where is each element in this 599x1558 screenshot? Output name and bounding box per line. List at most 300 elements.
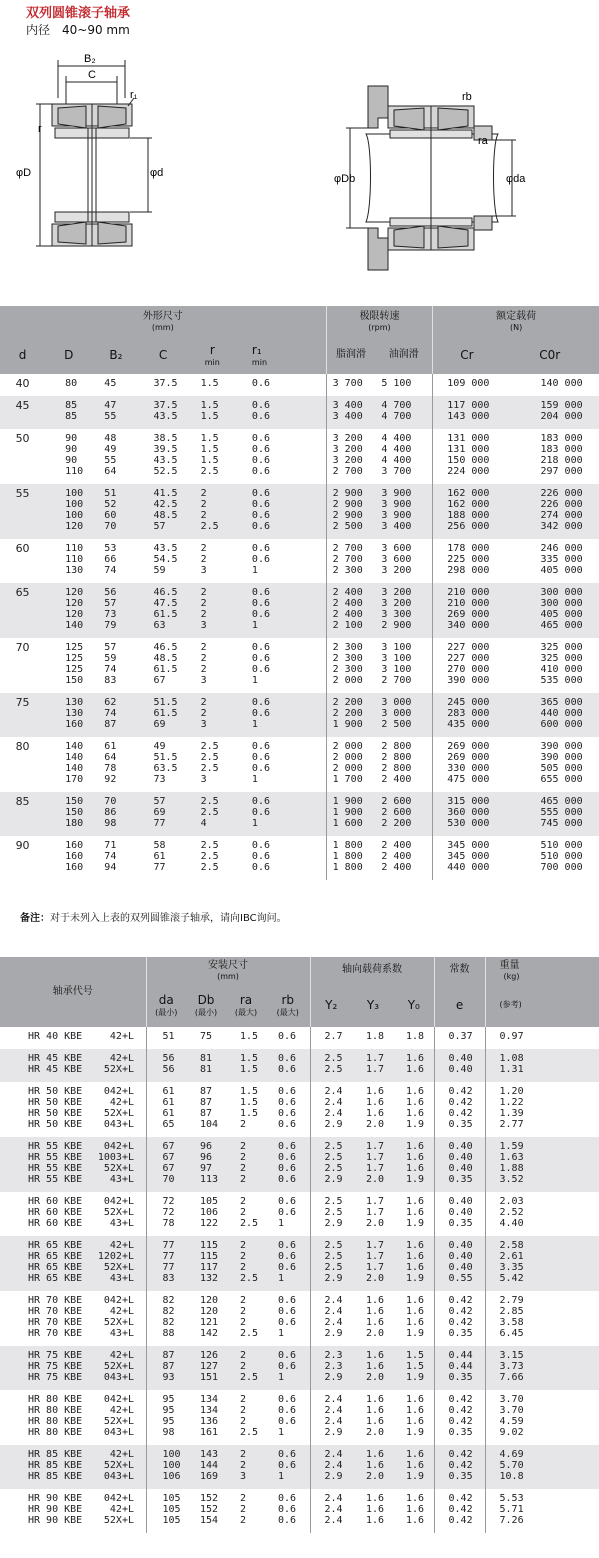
cell-weight: 1.88 [485,1163,599,1174]
code-suffix: 52X+L [103,1262,134,1273]
cell-e: 0.42 [434,1405,485,1416]
cell-y2: 2.9 [310,1328,352,1346]
cell-code [0,1049,146,1064]
cell-cr: 162 000 [433,499,501,510]
cell-grease: 1 900 [326,807,375,818]
cell-c0r: 600 000 [540,719,583,730]
cell-d [0,807,45,818]
cell-ra: 2 [240,1163,247,1174]
cell-weight: 2.58 [485,1236,599,1251]
cell-e: 0.42 [434,1504,485,1515]
cell-oil: 3 000 [381,697,412,708]
cell-c: 73 [153,774,166,785]
cell-r1: 0.6 [251,433,270,444]
cell-y3: 1.6 [366,1504,385,1515]
cell-y0: 1.6 [406,1449,425,1460]
cell-c0r: 140 000 [540,378,583,389]
table-row [0,1460,599,1471]
cell-y0: 1.9 [406,1471,425,1482]
cell-db: 134 [200,1394,219,1405]
cell-e: 0.37 [434,1027,485,1049]
cell-r: 2.5 [200,796,219,807]
cell-db: 87 [200,1086,213,1097]
mounting-table [0,957,599,1533]
cell-e: 0.40 [434,1152,485,1163]
code-suffix: 52X+L [103,1064,134,1075]
cell-r1: 0.6 [251,642,270,653]
cell-cr: 150 000 [433,455,501,466]
cell-b2: 64 [104,466,117,477]
cell-weight: 2.85 [485,1306,599,1317]
cell-db: 117 [200,1262,219,1273]
cell-weight: 5.42 [485,1273,599,1291]
cell-code [0,1515,146,1533]
cell-weight: 1.08 [485,1049,599,1064]
cell-cr: 283 000 [433,708,501,719]
cell-outer-d: 150 [65,807,84,818]
cell-grease: 2 700 [326,554,375,565]
cell-y3: 1.7 [366,1251,385,1262]
cell-r: 1.5 [200,378,219,389]
cell-r: 2 [200,488,207,499]
cell-rb: 0.6 [278,1086,297,1097]
cell-oil: 3 900 [381,499,412,510]
header-cr: Cr [433,336,501,374]
cell-e: 0.42 [434,1082,485,1097]
cell-y3: 1.6 [366,1493,385,1504]
cell-grease: 2 700 [326,466,375,484]
header-c: C [158,348,168,362]
label-phi-d-inner: φd [150,167,164,179]
cell-d: 65 [15,586,30,599]
cell-y3: 1.6 [366,1295,385,1306]
table-row [0,1489,599,1504]
cell-ra: 2 [240,1350,247,1361]
table-row [0,1163,599,1174]
cell-r1: 0.6 [251,708,270,719]
code-base: HR 70 KBE [28,1306,83,1317]
code-suffix: 42+L [109,1053,134,1064]
cell-outer-d: 125 [65,653,84,664]
label-rb: rb [462,91,472,103]
cell-oil: 3 100 [381,664,412,675]
cell-ra: 2 [240,1317,247,1328]
cell-ra: 2 [240,1152,247,1163]
cell-d: 80 [15,740,30,753]
cell-weight: 3.70 [485,1390,599,1405]
cell-y3: 1.6 [366,1405,385,1416]
cell-grease: 2 500 [326,521,375,539]
cell-outer-d: 130 [65,708,84,719]
code-suffix: 42+L [109,1240,134,1251]
cell-b2: 62 [104,697,117,708]
cell-e: 0.35 [434,1427,485,1445]
cell-weight: 5.53 [485,1489,599,1504]
cell-c: 63 [153,620,166,631]
cell-e: 0.35 [434,1218,485,1236]
cell-e: 0.40 [434,1262,485,1273]
cell-code [0,1097,146,1108]
cell-r: 3 [200,565,207,576]
header-r1: r₁ min [251,342,268,367]
code-suffix: 1202+L [97,1251,134,1262]
header-y0: Y₀ [407,998,420,1012]
table-row [0,1361,599,1372]
cell-c: 61.5 [153,708,178,719]
cell-oil: 3 600 [381,543,412,554]
cell-c: 61.5 [153,609,178,620]
table-row [0,455,599,466]
code-base: HR 85 KBE [28,1460,83,1471]
cell-d: 50 [15,432,30,445]
cell-r1: 0.6 [251,807,270,818]
cell-b2: 52 [104,499,117,510]
header-speed: 极限转速 (rpm) [326,306,433,336]
cell-grease: 2 000 [326,752,375,763]
cell-da: 105 [146,1504,186,1515]
cell-d [0,499,45,510]
table-row [0,807,599,818]
cell-b2: 64 [104,752,117,763]
code-base: HR 80 KBE [28,1416,83,1427]
header-c0r: C0r [539,348,561,362]
cell-r1: 1 [251,818,258,829]
cell-c0r: 405 000 [540,565,583,576]
code-suffix: 52X+L [103,1416,134,1427]
cell-y2: 2.4 [310,1489,352,1504]
cell-cr: 245 000 [433,693,501,708]
cell-b2: 73 [104,609,117,620]
cell-e: 0.35 [434,1174,485,1192]
cell-b2: 87 [104,719,117,730]
cell-b2: 61 [104,741,117,752]
cell-oil: 3 900 [381,488,412,499]
cell-db: 87 [200,1097,213,1108]
code-base: HR 40 KBE [28,1031,83,1042]
code-suffix: 042+L [103,1141,134,1152]
cell-code [0,1317,146,1328]
table-row [0,1218,599,1236]
cell-rb: 0.6 [278,1163,297,1174]
cell-ra: 2 [240,1306,247,1317]
cell-weight: 3.15 [485,1346,599,1361]
cell-y0: 1.6 [406,1262,425,1273]
cell-da: 100 [146,1445,186,1460]
cell-y3: 1.6 [366,1086,385,1097]
cell-grease: 1 900 [326,719,375,737]
cell-grease: 3 200 [326,429,375,444]
code-suffix: 43+L [109,1328,134,1339]
cell-b2: 74 [104,664,117,675]
cell-e: 0.42 [434,1515,485,1533]
cell-code [0,1390,146,1405]
cell-oil: 3 400 [381,521,412,532]
cell-outer-d: 100 [65,488,84,499]
cell-cr: 227 000 [433,638,501,653]
cell-rb: 0.6 [278,1394,297,1405]
cell-da: 82 [146,1291,186,1306]
cell-y2: 2.4 [310,1082,352,1097]
cell-y3: 1.6 [366,1394,385,1405]
code-base: HR 80 KBE [28,1405,83,1416]
cell-e: 0.40 [434,1192,485,1207]
cell-y2: 2.4 [310,1306,352,1317]
cell-da: 61 [146,1108,186,1119]
cell-y0: 1.6 [406,1108,425,1119]
cell-y3: 2.0 [366,1119,385,1130]
cell-da: 67 [146,1163,186,1174]
cell-oil: 2 700 [381,675,412,686]
code-suffix: 43+L [109,1218,134,1229]
cell-grease: 1 800 [326,836,375,851]
label-phi-db: φDb [334,173,356,185]
code-base: HR 50 KBE [28,1097,83,1108]
cell-c0r: 342 000 [540,521,583,532]
table-row [0,1390,599,1405]
cell-outer-d: 100 [65,510,84,521]
cell-y3: 1.6 [366,1350,385,1361]
cell-y2: 2.9 [310,1427,352,1445]
code-suffix: 042+L [103,1493,134,1504]
cell-ra: 2 [240,1240,247,1251]
cell-c: 37.5 [153,400,178,411]
cell-outer-d: 140 [65,763,84,774]
cell-y3: 1.7 [366,1141,385,1152]
header-mount: 安装尺寸 (mm) [146,957,310,983]
cell-c0r: 183 000 [540,444,583,455]
cell-y0: 1.9 [406,1427,425,1438]
header-rb: rb (最大) [276,992,299,1017]
cell-cr: 390 000 [433,675,501,693]
cell-y2: 2.5 [310,1064,352,1082]
code-suffix: 52X+L [103,1163,134,1174]
cell-outer-d: 130 [65,697,84,708]
cell-e: 0.42 [434,1416,485,1427]
cell-y3: 2.0 [366,1427,385,1438]
cell-e: 0.35 [434,1471,485,1489]
table-row [0,1174,599,1192]
cell-da: 87 [146,1361,186,1372]
table-row [0,1064,599,1082]
cell-cr: 345 000 [433,851,501,862]
table-row [0,1236,599,1251]
cell-c0r: 700 000 [540,862,583,873]
cell-da: 56 [146,1049,186,1064]
code-base: HR 70 KBE [28,1328,83,1339]
table-row [0,737,599,752]
cell-y0: 1.6 [406,1295,425,1306]
cell-oil: 3 900 [381,510,412,521]
cell-outer-d: 125 [65,642,84,653]
cell-db: 96 [200,1152,213,1163]
header-grease: 脂润滑 [326,336,375,374]
cell-y0: 1.6 [406,1240,425,1251]
cell-cr: 270 000 [433,664,501,675]
cell-weight: 0.97 [485,1027,599,1049]
cell-c0r: 505 000 [540,763,583,774]
cell-d [0,675,45,693]
cell-c0r: 325 000 [540,642,583,653]
cell-weight: 3.52 [485,1174,599,1192]
cell-oil: 4 400 [381,455,412,466]
cell-db: 87 [200,1108,213,1119]
cell-weight: 7.66 [485,1372,599,1390]
cell-db: 81 [200,1064,213,1075]
cell-rb: 0.6 [278,1361,297,1372]
table-row [0,499,599,510]
cell-rb: 0.6 [278,1460,297,1471]
label-phi-da: φda [506,173,526,185]
cell-rb: 0.6 [278,1108,297,1119]
code-base: HR 80 KBE [28,1394,83,1405]
cell-c: 38.5 [153,433,178,444]
cell-r: 2.5 [200,466,219,477]
cell-grease: 1 800 [326,851,375,862]
cell-cr: 298 000 [433,565,501,583]
cell-y0: 1.9 [406,1273,425,1284]
cell-y2: 2.5 [310,1152,352,1163]
cell-e: 0.40 [434,1236,485,1251]
page-subtitle: 内径 40~90 mm [26,23,130,37]
cell-d [0,455,45,466]
cell-grease: 3 400 [326,396,375,411]
cell-c: 43.5 [153,455,178,466]
cell-r: 1.5 [200,433,219,444]
cell-r: 2 [200,554,207,565]
cell-ra: 2 [240,1449,247,1460]
cell-cr: 269 000 [433,609,501,620]
cell-oil: 2 400 [381,862,412,873]
cell-y2: 2.4 [310,1291,352,1306]
cell-y2: 2.9 [310,1119,352,1137]
cell-weight: 6.45 [485,1328,599,1346]
cell-outer-d: 160 [65,840,84,851]
cell-rb: 1 [278,1471,285,1482]
cell-r: 2.5 [200,840,219,851]
cell-r1: 1 [251,565,258,576]
cell-oil: 3 000 [381,708,412,719]
note-text: 对于未列入上表的双列圆锥滚子轴承，请向IBC询问。 [50,913,287,924]
cell-outer-d: 170 [65,774,84,785]
header-ra: ra (最大) [234,992,258,1017]
cell-y2: 2.4 [310,1445,352,1460]
cell-ra: 2 [240,1361,247,1372]
cell-db: 126 [200,1350,219,1361]
cell-y0: 1.6 [406,1152,425,1163]
cell-da: 77 [146,1262,186,1273]
cell-c0r: 325 000 [540,653,583,664]
cell-oil: 3 200 [381,598,412,609]
cell-db: 96 [200,1141,213,1152]
cell-rb: 0.6 [278,1405,297,1416]
cell-y3: 1.6 [366,1449,385,1460]
cell-outer-d: 85 [65,411,78,422]
code-base: HR 75 KBE [28,1372,83,1383]
code-suffix: 52X+L [103,1515,134,1526]
code-base: HR 55 KBE [28,1174,83,1185]
cell-y2: 2.3 [310,1361,352,1372]
table-row [0,1108,599,1119]
cell-rb: 1 [278,1328,285,1339]
cell-y2: 2.7 [310,1027,352,1049]
cell-outer-d: 90 [65,444,78,455]
table-row [0,1416,599,1427]
cell-rb: 0.6 [278,1504,297,1515]
cell-weight: 1.20 [485,1082,599,1097]
cell-b2: 79 [104,620,117,631]
cell-db: 154 [200,1515,219,1526]
code-base: HR 55 KBE [28,1163,83,1174]
cell-c: 52.5 [153,466,178,477]
cell-cr: 188 000 [433,510,501,521]
cell-db: 127 [200,1361,219,1372]
cell-y3: 2.0 [366,1372,385,1383]
cell-weight: 1.59 [485,1137,599,1152]
code-suffix: 042+L [103,1394,134,1405]
code-base: HR 45 KBE [28,1053,83,1064]
cell-b2: 48 [104,433,117,444]
table-row [0,1346,599,1361]
cell-oil: 3 200 [381,565,412,576]
table-row [0,818,599,836]
cell-oil: 2 400 [381,851,412,862]
header-da: da (最小) [146,983,186,1027]
dimensions-table [0,306,599,880]
cell-e: 0.42 [434,1390,485,1405]
cell-da: 82 [146,1317,186,1328]
cell-oil: 2 200 [381,818,412,829]
cell-y0: 1.6 [406,1141,425,1152]
cell-d [0,763,45,774]
cell-b2: 83 [104,675,117,686]
cell-c: 48.5 [153,653,178,664]
cell-weight: 9.02 [485,1427,599,1445]
cell-weight: 2.79 [485,1291,599,1306]
cell-y0: 1.6 [406,1317,425,1328]
cell-cr: 269 000 [433,752,501,763]
table-row [0,1471,599,1489]
cell-r1: 0.6 [251,400,270,411]
cell-r: 2 [200,587,207,598]
cell-db: 75 [200,1031,213,1042]
cell-y3: 1.7 [366,1163,385,1174]
cell-grease: 2 300 [326,565,375,583]
cell-rb: 0.6 [278,1515,297,1526]
cell-da: 72 [146,1192,186,1207]
cell-c: 51.5 [153,697,178,708]
cell-outer-d: 110 [65,543,84,554]
table-row [0,719,599,737]
cell-oil: 4 400 [381,433,412,444]
cell-ra: 2 [240,1504,247,1515]
code-suffix: 042+L [103,1295,134,1306]
cell-oil: 3 100 [381,653,412,664]
cell-e: 0.40 [434,1251,485,1262]
cell-code [0,1082,146,1097]
code-suffix: 42+L [109,1504,134,1515]
bearing-section-diagram [36,60,152,246]
table-row [0,620,599,638]
cell-da: 106 [146,1471,186,1489]
code-suffix: 42+L [109,1097,134,1108]
cell-y0: 1.9 [406,1372,425,1383]
cell-cr: 210 000 [433,598,501,609]
cell-da: 67 [146,1137,186,1152]
cell-b2: 55 [104,455,117,466]
cell-r: 2 [200,609,207,620]
cell-c0r: 510 000 [540,851,583,862]
table-row [0,374,599,396]
